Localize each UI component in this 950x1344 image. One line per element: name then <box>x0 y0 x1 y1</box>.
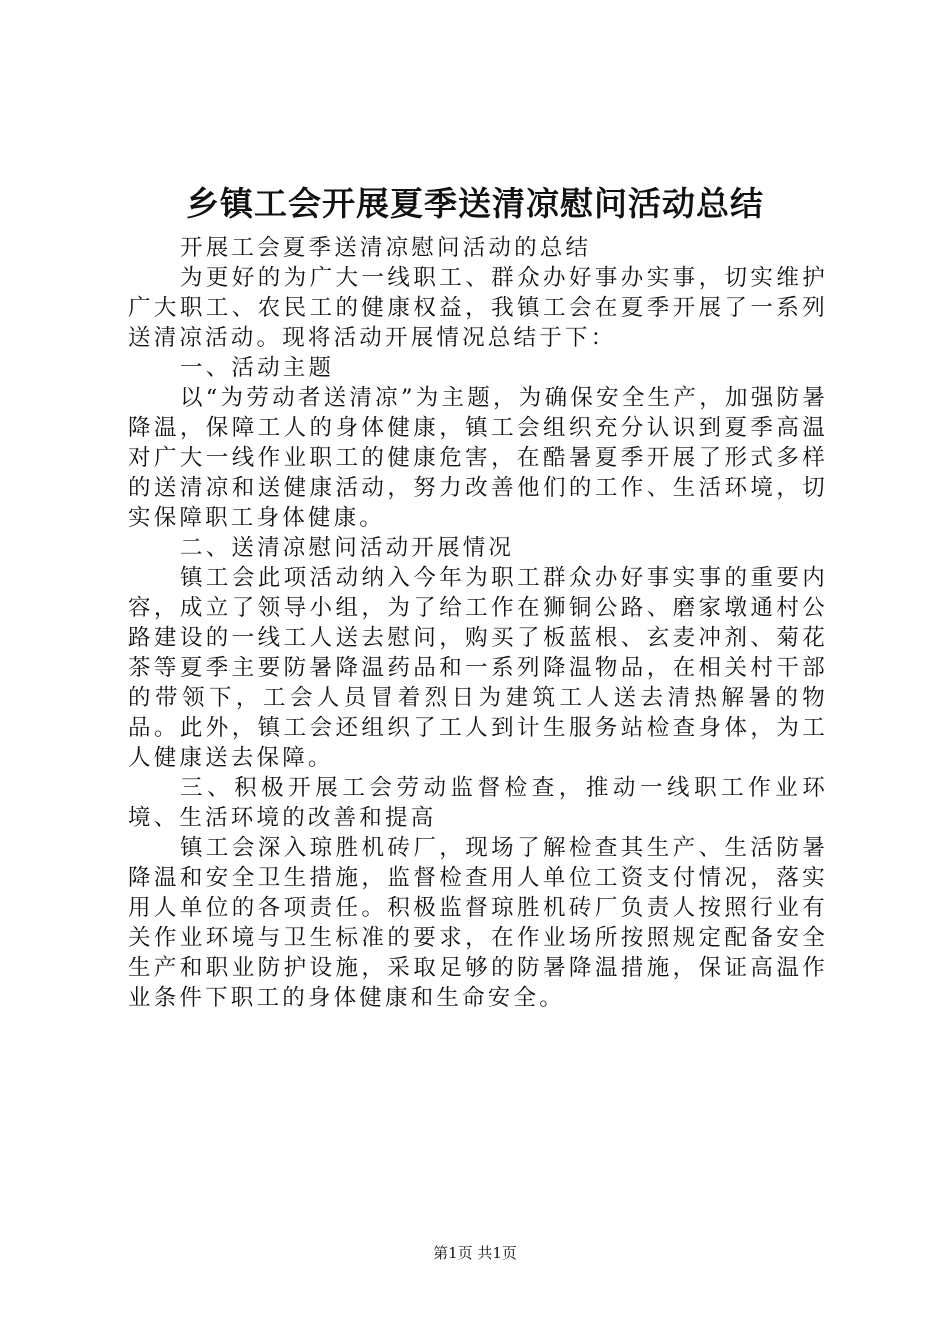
section-heading-3: 三、积极开展工会劳动监督检查，推动一线职工作业环境、生活环境的改善和提高 <box>128 775 828 831</box>
page-footer: 第1页 共1页 <box>433 1244 517 1262</box>
document-body <box>128 233 828 1013</box>
section-paragraph-2: 镇工会此项活动纳入今年为职工群众办好事实事的重要内容，成立了领导小组，为了给工作在狮铜公路、磨家墩通村公路建设的一线工人送去慰问，购买了板蓝根、玄麦冲剂、菊花茶等夏季主要防暑降温药品和一系列降温物品，在相关村干部的带领下，工会人员冒着烈日为建筑工人送去清热解暑的物品。此外，镇工会还组织了工人到计生服务站检查身体，为工人健康送去保障。 <box>128 565 828 771</box>
document-title: 乡镇工会开展夏季送清凉慰问活动总结 <box>186 184 764 223</box>
section-heading-1: 一、活动主题 <box>180 355 335 381</box>
document-subtitle: 开展工会夏季送清凉慰问活动的总结 <box>180 235 592 261</box>
section-heading-2: 二、送清凉慰问活动开展情况 <box>180 535 515 561</box>
section-paragraph-1: 以“为劳动者送清凉”为主题，为确保安全生产，加强防暑降温，保障工人的身体健康，镇工会组织充分认识到夏季高温对广大一线作业职工的健康危害，在酷暑夏季开展了形式多样的送清凉和送健康活动，努力改善他们的工作、生活环境，切实保障职工身体健康。 <box>128 385 828 531</box>
section-paragraph-3: 镇工会深入琼胜机砖厂，现场了解检查其生产、生活防暑降温和安全卫生措施，监督检查用人单位工资支付情况，落实用人单位的各项责任。积极监督琼胜机砖厂负责人按照行业有关作业环境与卫生标准的要求，在作业场所按照规定配备安全生产和职业防护设施，采取足够的防暑降温措施，保证高温作业条件下职工的身体健康和生命安全。 <box>128 835 828 1011</box>
intro-paragraph: 为更好的为广大一线职工、群众办好事办实事，切实维护广大职工、农民工的健康权益，我镇工会在夏季开展了一系列送清凉活动。现将活动开展情况总结于下： <box>128 265 828 351</box>
